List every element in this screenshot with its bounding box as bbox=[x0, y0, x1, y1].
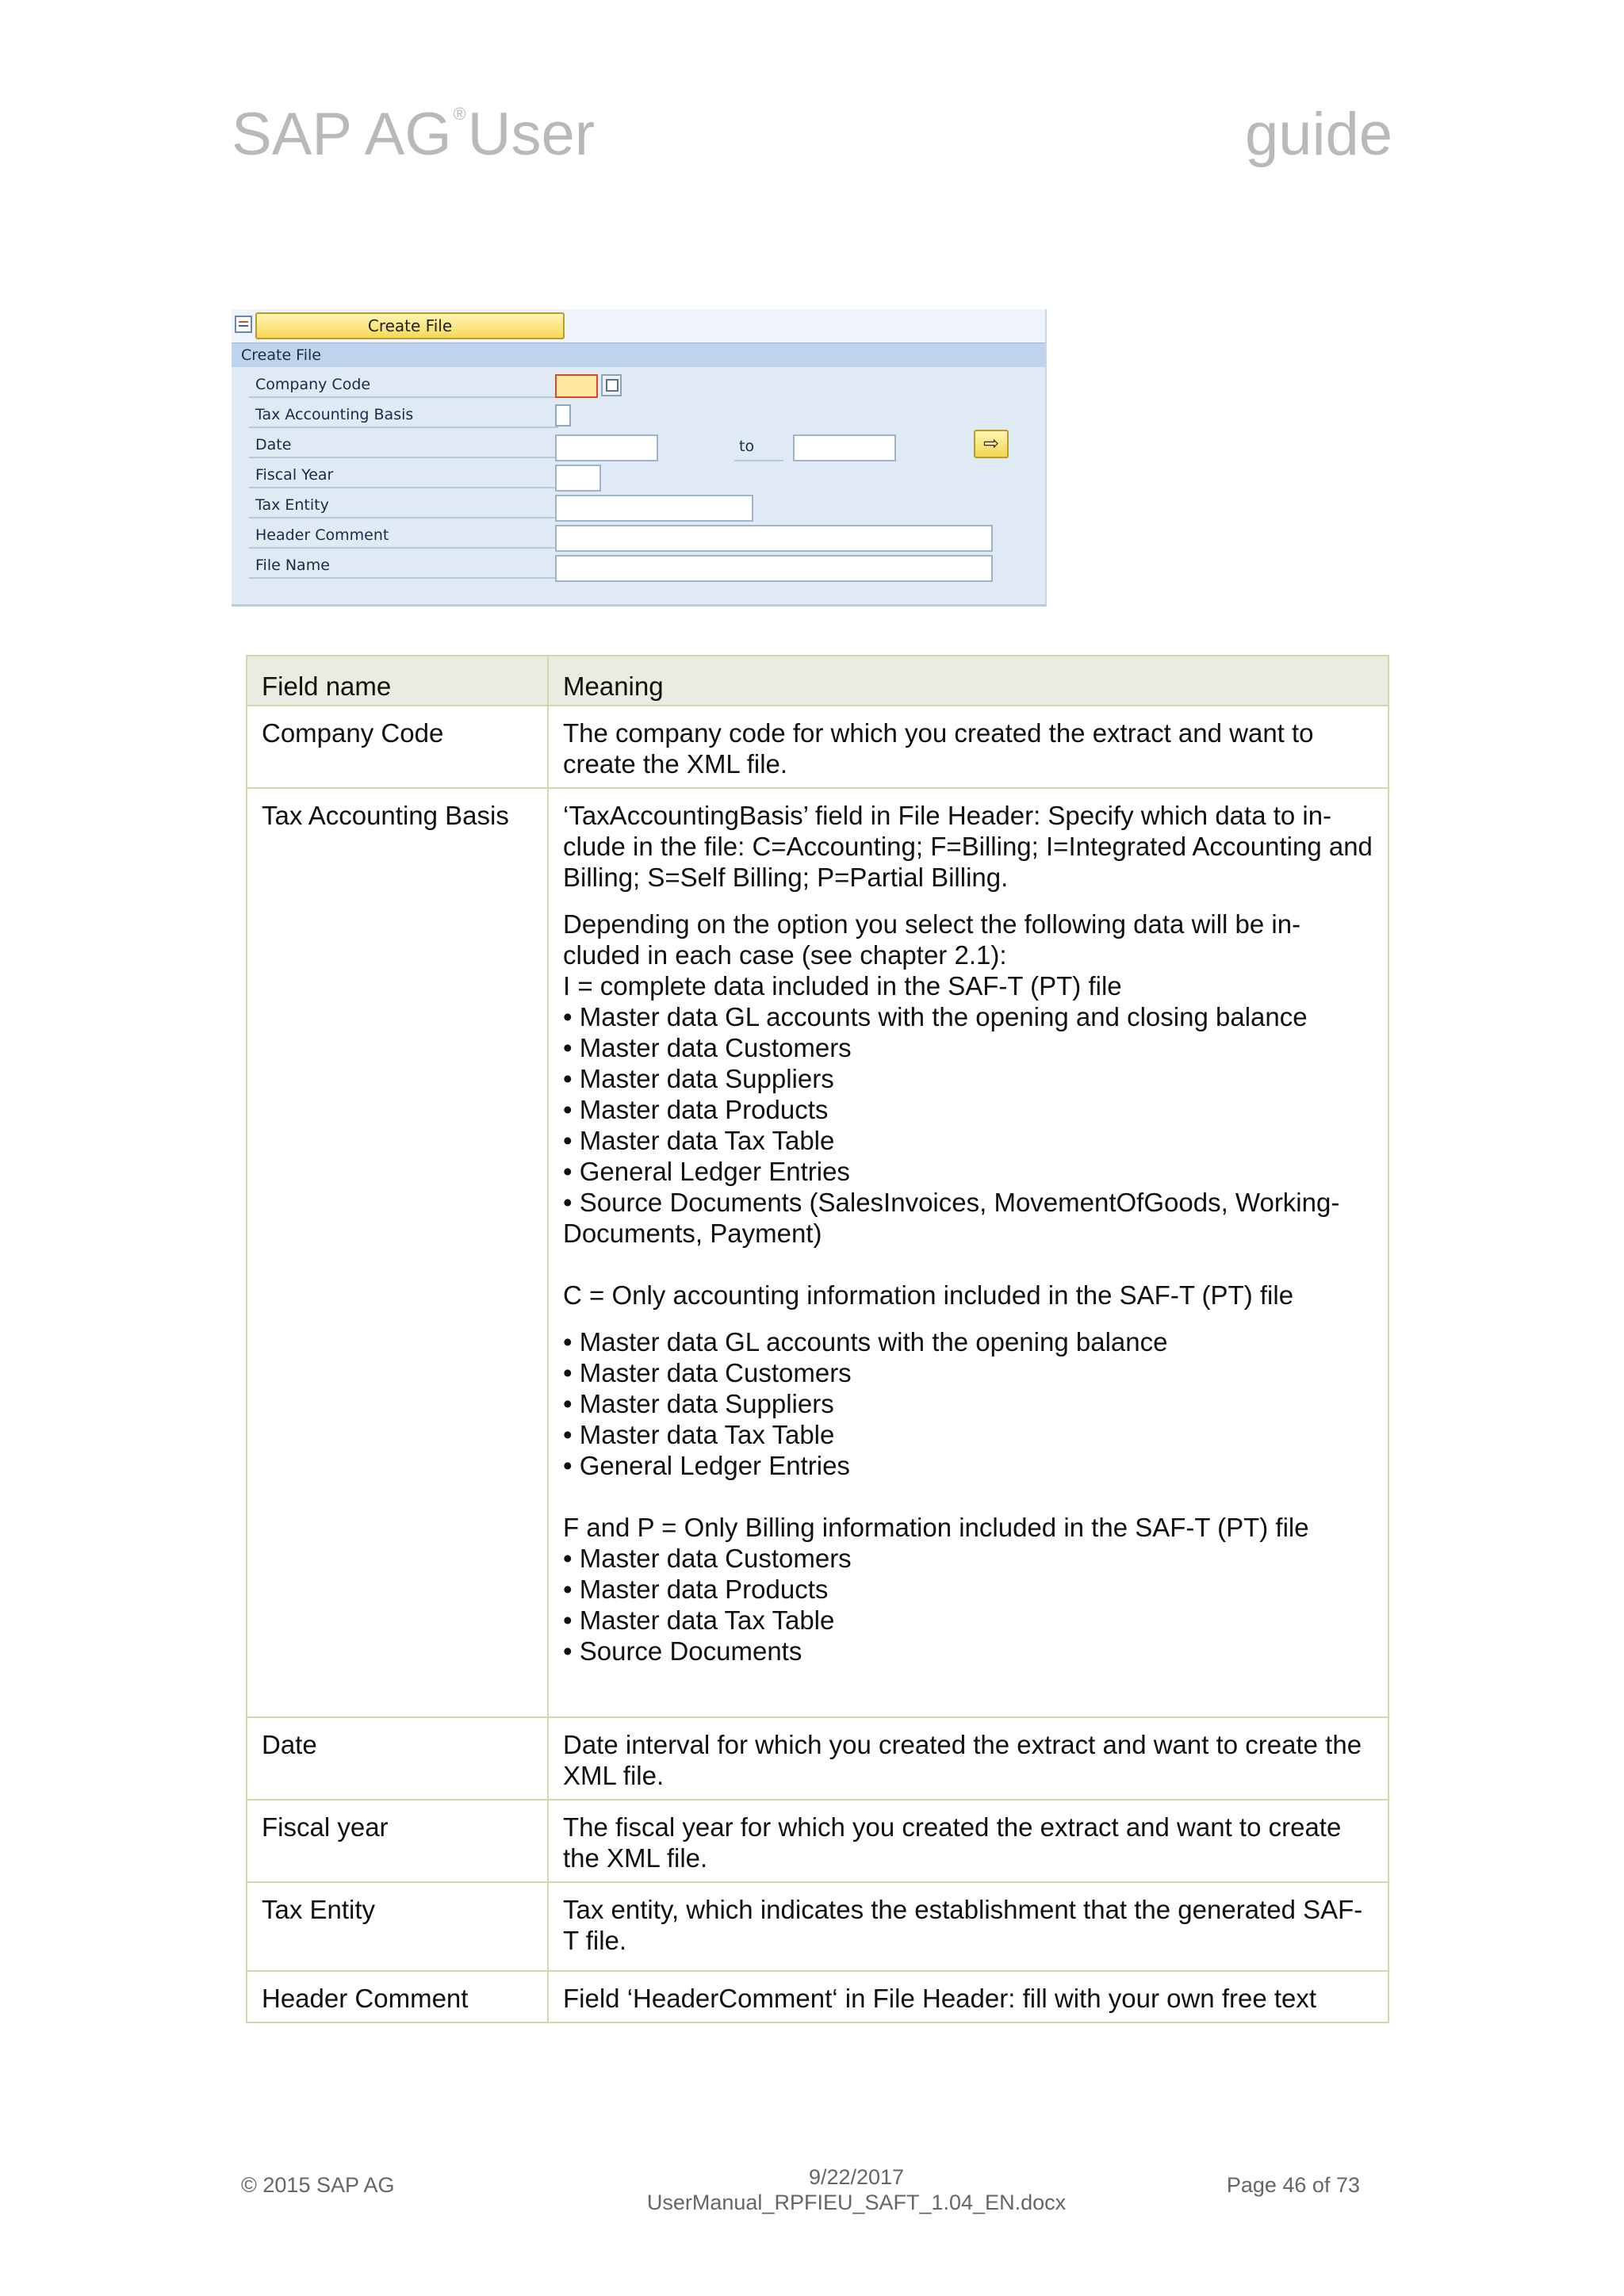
group-title-bar bbox=[232, 342, 1045, 367]
company-code-input[interactable] bbox=[555, 374, 598, 398]
table-header-field: Field name bbox=[247, 656, 548, 706]
meaning-cell: The fiscal year for which you created the extract and want to create the XML file. bbox=[548, 1800, 1388, 1882]
document-header bbox=[232, 100, 1392, 179]
row-fiscal-year bbox=[249, 458, 558, 488]
field-name-cell: Company Code bbox=[247, 706, 548, 788]
file-name-input[interactable] bbox=[555, 555, 993, 582]
row-tax-accounting-basis bbox=[249, 398, 558, 428]
field-name-cell: Header Comment bbox=[247, 1971, 548, 2022]
sap-toolbar bbox=[232, 309, 1045, 342]
list-item: • Master data Suppliers bbox=[563, 1064, 834, 1093]
label-date: Date bbox=[255, 436, 292, 453]
option-i-list bbox=[563, 1001, 1373, 1249]
list-item: • General Ledger Entries bbox=[563, 1451, 850, 1480]
list-item: • Master data Tax Table bbox=[563, 1126, 835, 1155]
footer-center bbox=[500, 2164, 1213, 2215]
row-file-name bbox=[249, 549, 558, 579]
meaning-cell: Date interval for which you created the extract and want to create the XML file. bbox=[548, 1717, 1388, 1800]
option-fp-list bbox=[563, 1543, 1373, 1667]
field-meaning-table bbox=[246, 655, 1389, 2023]
list-item: • Master data Customers bbox=[563, 1544, 852, 1573]
table-row bbox=[247, 1717, 1388, 1800]
tax-entity-input[interactable] bbox=[555, 495, 753, 522]
date-to-underline bbox=[734, 460, 783, 461]
row-header-comment bbox=[249, 519, 558, 549]
document-icon[interactable] bbox=[235, 316, 252, 333]
row-tax-entity bbox=[249, 488, 558, 519]
field-name-cell: Fiscal year bbox=[247, 1800, 548, 1882]
field-name-cell: Date bbox=[247, 1717, 548, 1800]
footer-page-number: Page 46 of 73 bbox=[1226, 2173, 1360, 2197]
field-name-cell: Tax Accounting Basis bbox=[247, 788, 548, 1717]
option-c-title: C = Only accounting information included in the SAF-T (PT) file bbox=[563, 1280, 1294, 1310]
header-title-right: guide bbox=[1245, 101, 1392, 168]
footer-filename: UserManual_RPFIEU_SAFT_1.04_EN.docx bbox=[646, 2191, 1067, 2214]
tax-basis-intro: ‘TaxAccountingBasis’ field in File Header: Specify which data to in-clude in the file: C=Accounting; F=Billing; I=Integrated Accounting and Billing; S=Self Billing; P=Partial Billing. bbox=[563, 801, 1373, 892]
fiscal-year-input[interactable] bbox=[555, 465, 601, 492]
tax-accounting-basis-input[interactable] bbox=[555, 404, 571, 427]
date-to-label: to bbox=[739, 438, 755, 455]
list-item: • Source Documents bbox=[563, 1636, 802, 1666]
table-header-row bbox=[247, 656, 1388, 706]
option-i-title: I = complete data included in the SAF-T (PT) file bbox=[563, 971, 1122, 1001]
meaning-cell: Tax entity, which indicates the establishment that the generated SAF-T file. bbox=[548, 1882, 1388, 1971]
list-item: • Master data Products bbox=[563, 1575, 829, 1604]
label-file-name: File Name bbox=[255, 557, 330, 574]
meaning-cell bbox=[548, 788, 1388, 1717]
tax-basis-depending: Depending on the option you select the following data will be in-cluded in each case (see chapter 2.1): bbox=[563, 909, 1301, 970]
table-row bbox=[247, 788, 1388, 1717]
list-item: • Master data Products bbox=[563, 1095, 829, 1124]
header-company: SAP AG bbox=[232, 101, 452, 168]
list-item: • Source Documents (SalesInvoices, MovementOfGoods, Working-Documents, Payment) bbox=[563, 1188, 1340, 1248]
row-company-code bbox=[249, 368, 558, 398]
table-header-meaning: Meaning bbox=[548, 656, 1388, 706]
label-tax-entity: Tax Entity bbox=[255, 496, 329, 514]
label-header-comment: Header Comment bbox=[255, 526, 389, 544]
list-item: • Master data Customers bbox=[563, 1358, 852, 1387]
meaning-cell: Field ‘HeaderComment‘ in File Header: fill with your own free text bbox=[548, 1971, 1388, 2022]
list-item: • Master data GL accounts with the opening balance bbox=[563, 1327, 1168, 1357]
list-item: • Master data Tax Table bbox=[563, 1605, 835, 1635]
date-to-input[interactable] bbox=[793, 434, 896, 461]
label-fiscal-year: Fiscal Year bbox=[255, 466, 334, 484]
meaning-cell: The company code for which you created the extract and want to create the XML file. bbox=[548, 706, 1388, 788]
date-from-input[interactable] bbox=[555, 434, 658, 461]
create-file-button[interactable]: Create File bbox=[255, 312, 565, 339]
header-user: User bbox=[467, 101, 596, 168]
label-company-code: Company Code bbox=[255, 376, 371, 393]
list-item: • Master data Suppliers bbox=[563, 1389, 834, 1418]
table-row bbox=[247, 706, 1388, 788]
multiple-selection-icon[interactable] bbox=[601, 374, 622, 396]
table-row bbox=[247, 1971, 1388, 2022]
list-item: • Master data GL accounts with the opening and closing balance bbox=[563, 1002, 1308, 1031]
label-tax-accounting-basis: Tax Accounting Basis bbox=[255, 406, 414, 423]
multiple-selection-arrow-icon[interactable]: ⇨ bbox=[974, 430, 1009, 458]
row-date bbox=[249, 428, 558, 458]
table-row bbox=[247, 1800, 1388, 1882]
field-name-cell: Tax Entity bbox=[247, 1882, 548, 1971]
option-fp-title: F and P = Only Billing information included in the SAF-T (PT) file bbox=[563, 1513, 1309, 1542]
sap-screenshot bbox=[232, 309, 1047, 607]
footer-date: 9/22/2017 bbox=[808, 2165, 905, 2189]
header-title-left bbox=[232, 100, 595, 169]
list-item: • Master data Tax Table bbox=[563, 1420, 835, 1449]
list-item: • General Ledger Entries bbox=[563, 1157, 850, 1186]
registered-mark: ® bbox=[453, 104, 466, 124]
group-title: Create File bbox=[241, 346, 321, 364]
footer-copyright: © 2015 SAP AG bbox=[241, 2173, 395, 2197]
list-item: • Master data Customers bbox=[563, 1033, 852, 1062]
option-c-list bbox=[563, 1326, 1373, 1481]
header-comment-input[interactable] bbox=[555, 525, 993, 552]
table-row bbox=[247, 1882, 1388, 1971]
